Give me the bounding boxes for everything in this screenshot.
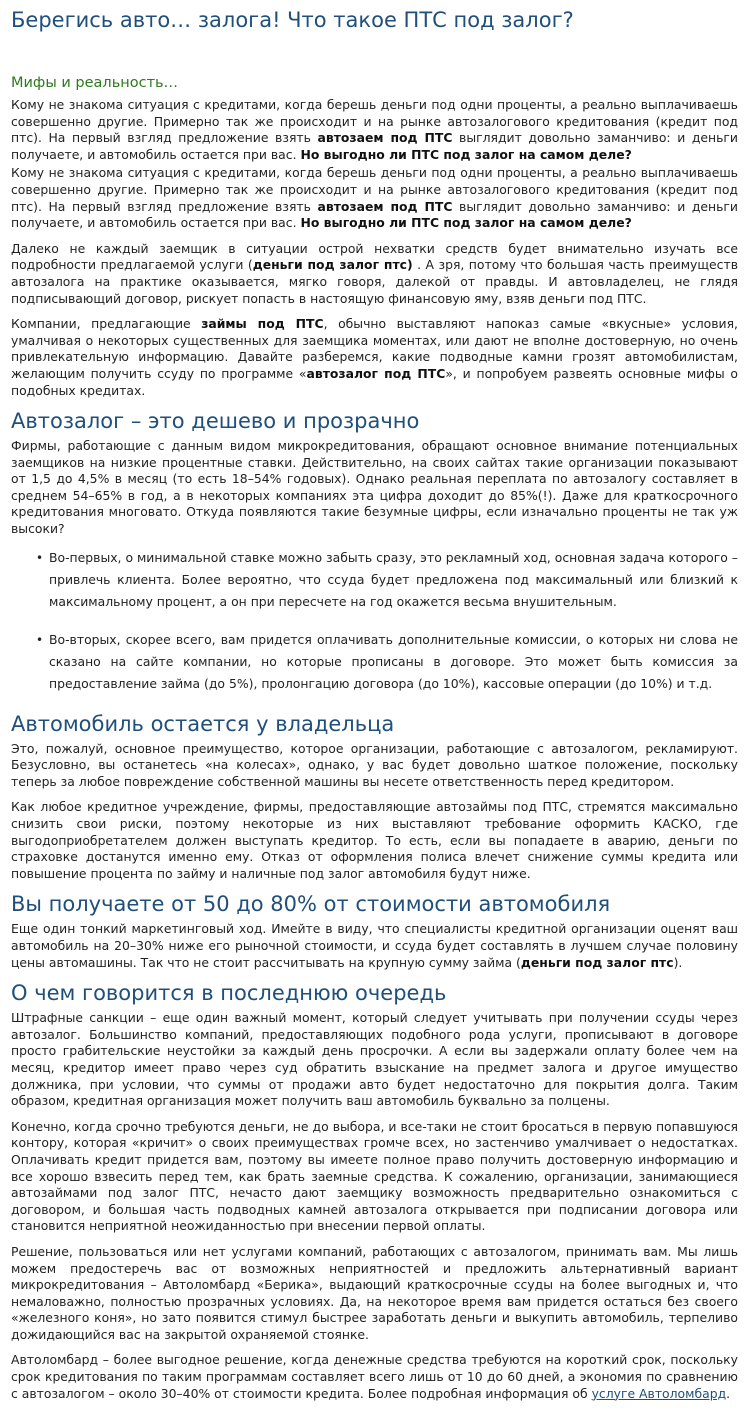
intro-p2-text-b: выглядит довольно заманчиво: и деньги получаете, и автомобиль остается при вас.: [11, 198, 738, 231]
intro-p2-bold-b: Но выгодно ли ПТС под залог на самом деле?: [300, 215, 632, 231]
intro-p1-text-a: Кому не знакома ситуация с кредитами, когда берешь деньги под одни проценты, а реально выплачиваешь совершенно другие. Примерно так же происходит и на рынке автозалогового кредитования (кредит под птс). На первый взгляд предложение взять: [11, 97, 738, 146]
intro-p3-text-b: . А зря, потому что большая часть преимуществ автозалога на практике оказывается, мягко говоря, далекой от правды. И автовладелец, не глядя подписывающий договор, рискует попасть в настоящую финансовую яму, взяв деньги под ПТС.: [11, 257, 738, 306]
intro-p2-text-a: Кому не знакома ситуация с кредитами, когда берешь деньги под одни проценты, а реально выплачиваешь совершенно другие. Примерно так же происходит и на рынке автозалогового кредитования (кредит под птс). На первый взгляд предложение взять: [11, 165, 738, 214]
page-title: Берегись авто… залога! Что такое ПТС под залог?: [11, 8, 574, 32]
subtitle: Мифы и реальность…: [11, 75, 179, 91]
intro-p2-bold-a: автозаем под ПТС: [317, 198, 453, 214]
section-cheap-list: [11, 547, 738, 695]
section-percent-text-a: Еще один тонкий маркетинговый ход. Имейте в виду, что специалисты кредитной организации оценят ваш автомобиль на 20–30% ниже его рыночной стоимости, и ссуда будет составлять в лучшем случае половину цены автомашины. Так что не стоит рассчитывать на крупную сумму займа (: [11, 921, 738, 970]
section-heading-last: О чем говорится в последнюю очередь: [11, 981, 447, 1006]
bullet-dot-icon: •: [36, 550, 44, 565]
section-last-text-a: Автоломбард – более выгодное решение, когда денежные средства требуются на короткий срок, поскольку срок кредитования по таким программам составляет всего лишь от 10 до 60 дней, а экономия по сравнению с автозалогом – около 30–40% от стоимости кредита. Более подробная информация об: [11, 1352, 738, 1401]
intro-paragraph-1: [11, 97, 738, 163]
section-last-paragraph-2: Конечно, когда срочно требуются деньги, не до выбора, и все-таки не стоит бросаться в первую попавшуюся контору, которая «кричит» о своих преимуществах громче всех, но застенчиво умалчивает о недостатках. Оплачивать кредит придется вам, поэтому вы имеете полное право получить достоверную информацию и все хорошо взвесить перед тем, как брать заемные средства. К сожалению, организации, занимающиеся автозаймами под залог ПТС, нечасто дают заемщику возможность предварительно ознакомиться с договором, и большая часть подводных камней автозалога открывается при подписании договора или становится неприятной неожиданностью при внесении первой оплаты.: [11, 1118, 738, 1234]
intro-p3-bold: деньги под залог птс): [252, 257, 413, 273]
section-percent-paragraph: [11, 921, 738, 971]
section-heading-owner: Автомобиль остается у владельца: [11, 711, 395, 736]
section-last-text-b: .: [726, 1385, 731, 1401]
section-heading-cheap: Автозалог – это дешево и прозрачно: [11, 409, 420, 434]
intro-p4-text-b: , обычно выставляют напоказ самые «вкусные» условия, умалчивая о некоторых существенных для заемщика моментах, или дают не вполне достоверную, но очень привлекательную информацию. Давайте разберемся, какие подводные камни грозят автомобилистам, желающим получить ссуду по программе «: [11, 316, 738, 381]
autolombard-service-link[interactable]: услуге Автоломбард: [591, 1385, 727, 1401]
list-item-text: Во-вторых, скорее всего, вам придется оплачивать дополнительные комиссии, о которых ни слова не сказано на сайте компании, но которые прописаны в договоре. Это может быть комиссия за предоставление займа (до 5%), пролонгацию договора (до 10%), кассовые операции (до 10%) и т.д.: [49, 631, 738, 691]
section-percent-bold: деньги под залог птс: [520, 954, 674, 970]
intro-p3-text-a: Далеко не каждый заемщик в ситуации острой нехватки средств будет внимательно изучать все подробности предлагаемой услуги (: [11, 240, 738, 273]
intro-p4-text-a: Компании, предлагающие: [11, 316, 202, 332]
section-last-paragraph-3: Решение, пользоваться или нет услугами компаний, работающих с автозалогом, принимать вам. Мы лишь можем предостеречь вас от возможных неприятностей и предложить альтернативный вариант микрокредитования – Автоломбард «Берика», выдающий краткосрочные ссуды на более выгодных и, что немаловажно, полностью прозрачных условиях. Да, на некоторое время вам придется остаться без своего «железного коня», но зато появится стимул быстрее заработать деньги и выкупить автомобиль, терпеливо дожидающийся вас на закрытой охраняемой стоянке.: [11, 1243, 738, 1342]
intro-p1-bold-a: автозаем под ПТС: [317, 130, 453, 146]
intro-paragraph-2: [11, 165, 738, 231]
bullet-dot-icon: •: [36, 632, 44, 647]
intro-p1-bold-b: Но выгодно ли ПТС под залог на самом деле?: [300, 146, 632, 162]
section-cheap-paragraph: Фирмы, работающие с данным видом микрокредитования, обращают основное внимание потенциальных заемщиков на низкие процентные ставки. Действительно, на своих сайтах такие организации показывают от 1,5 до 4,5% в месяц (то есть 18–54% годовых). Однако реальная переплата по автозалогу составляет в среднем 54–65% в год, а в некоторых компаниях эта цифра доходит до 85%(!). Даже для краткосрочного кредитования многовато. Откуда появляются такие безумные цифры, если изначально проценты не так уж высоки?: [11, 438, 738, 537]
intro-paragraph-3: [11, 241, 738, 307]
list-item-text: Во-первых, о минимальной ставке можно забыть сразу, это рекламный ход, основная задача которого – привлечь клиента. Более вероятно, что ссуда будет предложена под максимальный или близкий к максимальному процент, а он при пересчете на год окажется весьма внушительным.: [49, 549, 738, 609]
intro-p4-bold-b: автозалог под ПТС: [306, 365, 446, 381]
intro-p1-text-b: выглядит довольно заманчиво: и деньги получаете, и автомобиль остается при вас.: [11, 130, 738, 162]
intro-p4-text-c: », и попробуем развеять основные мифы о подобных кредитах.: [11, 365, 738, 398]
article: [0, 6, 750, 1402]
section-percent-text-b: ).: [673, 954, 683, 970]
section-last-paragraph-1: Штрафные санкции – еще один важный момент, который следует учитывать при получении ссуды через автозалог. Большинство компаний, предоставляющих подобного рода услуги, прописывают в договоре просто грабительские неустойки за каждый день просрочки. А если вы задержали оплату более чем на месяц, кредитор имеет право через суд обратить взыскание на предмет залога и другое имущество должника, при условии, что суммы от продажи авто будет недостаточно для покрытия долга. Таким образом, кредитная организация может получить ваш автомобиль буквально за полцены.: [11, 1010, 738, 1109]
section-last-paragraph-4: [11, 1352, 738, 1402]
list-item: [36, 629, 738, 695]
intro-p4-bold-a: займы под ПТС: [201, 316, 324, 332]
section-owner-paragraph-1: Это, пожалуй, основное преимущество, которое организации, работающие с автозалогом, рекламируют. Безусловно, вы останетесь «на колесах», однако, у вас будет довольно шаткое положение, поскольку теперь за любое повреждение собственной машины вы несете ответственность перед кредитором.: [11, 740, 738, 789]
section-owner-paragraph-2: Как любое кредитное учреждение, фирмы, предоставляющие автозаймы под ПТС, стремятся максимально снизить свои риски, поэтому некоторые из них выставляют требование оформить КАСКО, где выгодоприобретателем должен выступать кредитор. То есть, если вы попадаете в аварию, деньги по страховке достанутся именно ему. Отказ от оформления полиса влечет снижение суммы кредита или повышение процента по займу и наличные под залог автомобиля будут ниже.: [11, 799, 738, 881]
list-item: [36, 547, 738, 613]
intro-paragraph-4: [11, 316, 738, 399]
section-heading-percent: Вы получаете от 50 до 80% от стоимости автомобиля: [11, 892, 611, 917]
